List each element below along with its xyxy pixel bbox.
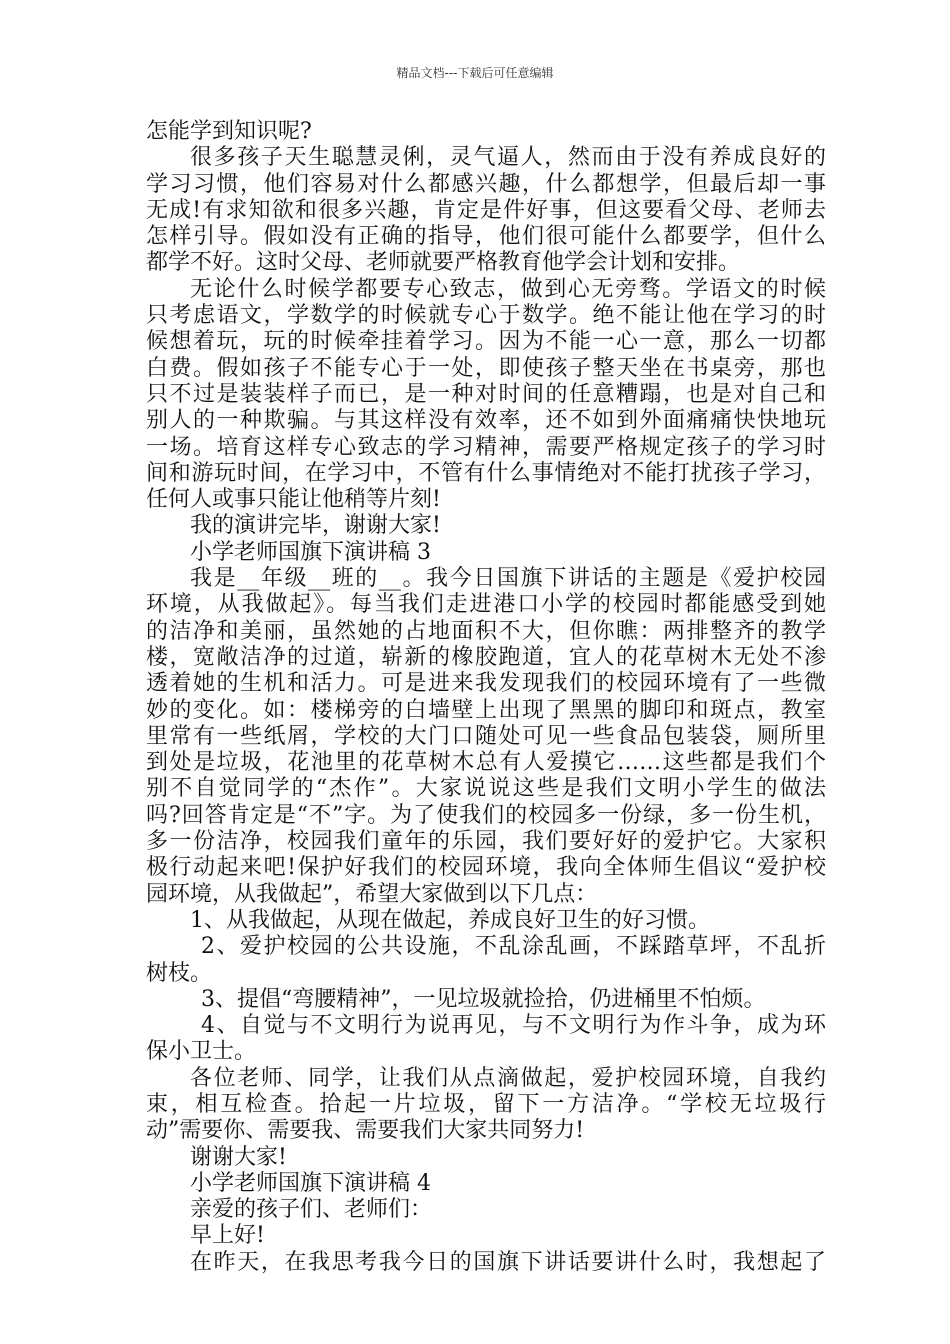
text-line: 楼，宽敞洁净的过道，崭新的橡胶跑道，宜人的花草树木无处不渗: [146, 644, 826, 670]
text-line: 我的演讲完毕，谢谢大家!: [190, 513, 441, 539]
text-line: 保小卫士。: [146, 1039, 257, 1065]
section-title: 小学老师国旗下演讲稿 4: [190, 1170, 431, 1196]
text-line: 候想着玩，玩的时候牵挂着学习。因为不能一心一意，那么一切都: [146, 329, 826, 355]
text-line: 动”需要你、需要我、需要我们大家共同努力!: [146, 1118, 585, 1144]
text-line: 白费。假如孩子不能专心于一处，即使孩子整天坐在书桌旁，那也: [146, 355, 826, 381]
text-line: 透着她的生机和活力。可是进来我发现我们的校园环境有了一些微: [146, 671, 826, 697]
text-line: 到处是垃圾，花池里的花草树木总有人爱摸它……这些都是我们个: [146, 750, 826, 776]
page-header: 精品文档---下载后可任意编辑: [396, 66, 554, 80]
text-line: 很多孩子天生聪慧灵俐，灵气逼人，然而由于没有养成良好的: [190, 145, 826, 171]
text-line: 我是__年级__班的__。我今日国旗下讲话的主题是《爱护校园: [190, 566, 826, 592]
text-line: 在昨天，在我思考我今日的国旗下讲话要讲什么时，我想起了: [190, 1249, 826, 1275]
text-line: 任何人或事只能让他稍等片刻!: [146, 487, 441, 513]
text-line: 只不过是装装样子而已，是一种对时间的任意糟蹋，也是对自己和: [146, 381, 826, 407]
text-line: 怎样引导。假如没有正确的指导，他们很可能什么都要学，但什么: [146, 224, 826, 250]
text-line: 吗?回答肯定是“不”字。为了使我们的校园多一份绿，多一份生机，: [146, 802, 826, 828]
text-line: 怎能学到知识呢?: [146, 119, 312, 144]
text-line: 无成!有求知欲和很多兴趣，肯定是件好事，但这要看父母、老师去: [146, 197, 826, 223]
text-line: 各位老师、同学，让我们从点滴做起，爱护校园环境，自我约: [190, 1065, 826, 1091]
text-line: 早上好!: [190, 1223, 265, 1249]
text-line: 里常有一些纸屑，学校的大门口随处可见一些食品包装袋，厕所里: [146, 723, 826, 749]
text-line: 无论什么时候学都要专心致志，做到心无旁骛。学语文的时候: [190, 276, 826, 302]
text-line: 妙的变化。如：楼梯旁的白墙壁上出现了黑黑的脚印和斑点，教室: [146, 697, 826, 723]
text-line: 的洁净和美丽，虽然她的占地面积不大，但你瞧：两排整齐的教学: [146, 618, 826, 644]
text-line: 都学不好。这时父母、老师就要严格教育他学会计划和安排。: [146, 250, 741, 276]
list-item: 2、爱护校园的公共设施，不乱涂乱画，不踩踏草坪，不乱折: [201, 934, 826, 960]
text-line: 别人的一种欺骗。与其这样没有效率，还不如到外面痛痛快快地玩: [146, 408, 826, 434]
text-line: 只考虑语文，学数学的时候就专心于数学。绝不能让他在学习的时: [146, 303, 826, 329]
text-line: 亲爱的孩子们、老师们：: [190, 1197, 433, 1223]
list-item: 4、自觉与不文明行为说再见，与不文明行为作斗争，成为环: [201, 1013, 826, 1039]
document-body: [146, 119, 826, 1276]
section-title: 小学老师国旗下演讲稿 3: [190, 539, 431, 565]
list-item: 1、从我做起，从现在做起，养成良好卫生的好习惯。: [190, 907, 710, 933]
text-line: 园环境，从我做起”，希望大家做到以下几点：: [146, 881, 598, 907]
text-line: 环境，从我做起》。每当我们走进港口小学的校园时都能感受到她: [146, 592, 826, 618]
text-line: 间和游玩时间，在学习中，不管有什么事情绝对不能打扰孩子学习，: [146, 460, 826, 486]
text-line: 多一份洁净，校园我们童年的乐园，我们要好好的爱护它。大家积: [146, 829, 826, 855]
text-line: 树枝。: [146, 960, 213, 986]
text-line: 学习习惯，他们容易对什么都感兴趣，什么都想学，但最后却一事: [146, 171, 826, 197]
text-line: 一场。培育这样专心致志的学习精神，需要严格规定孩子的学习时: [146, 434, 826, 460]
text-line: 极行动起来吧!保护好我们的校园环境，我向全体师生倡议“爱护校: [146, 855, 826, 881]
text-line: 谢谢大家!: [190, 1144, 287, 1170]
text-line: 别不自觉同学的“杰作”。大家说说这些是我们文明小学生的做法: [146, 776, 826, 802]
text-line: 束，相互检查。拾起一片垃圾，留下一方洁净。“学校无垃圾行: [146, 1091, 826, 1117]
list-item: 3、提倡“弯腰精神”，一见垃圾就捡拾，仍进桶里不怕烦。: [201, 986, 766, 1012]
